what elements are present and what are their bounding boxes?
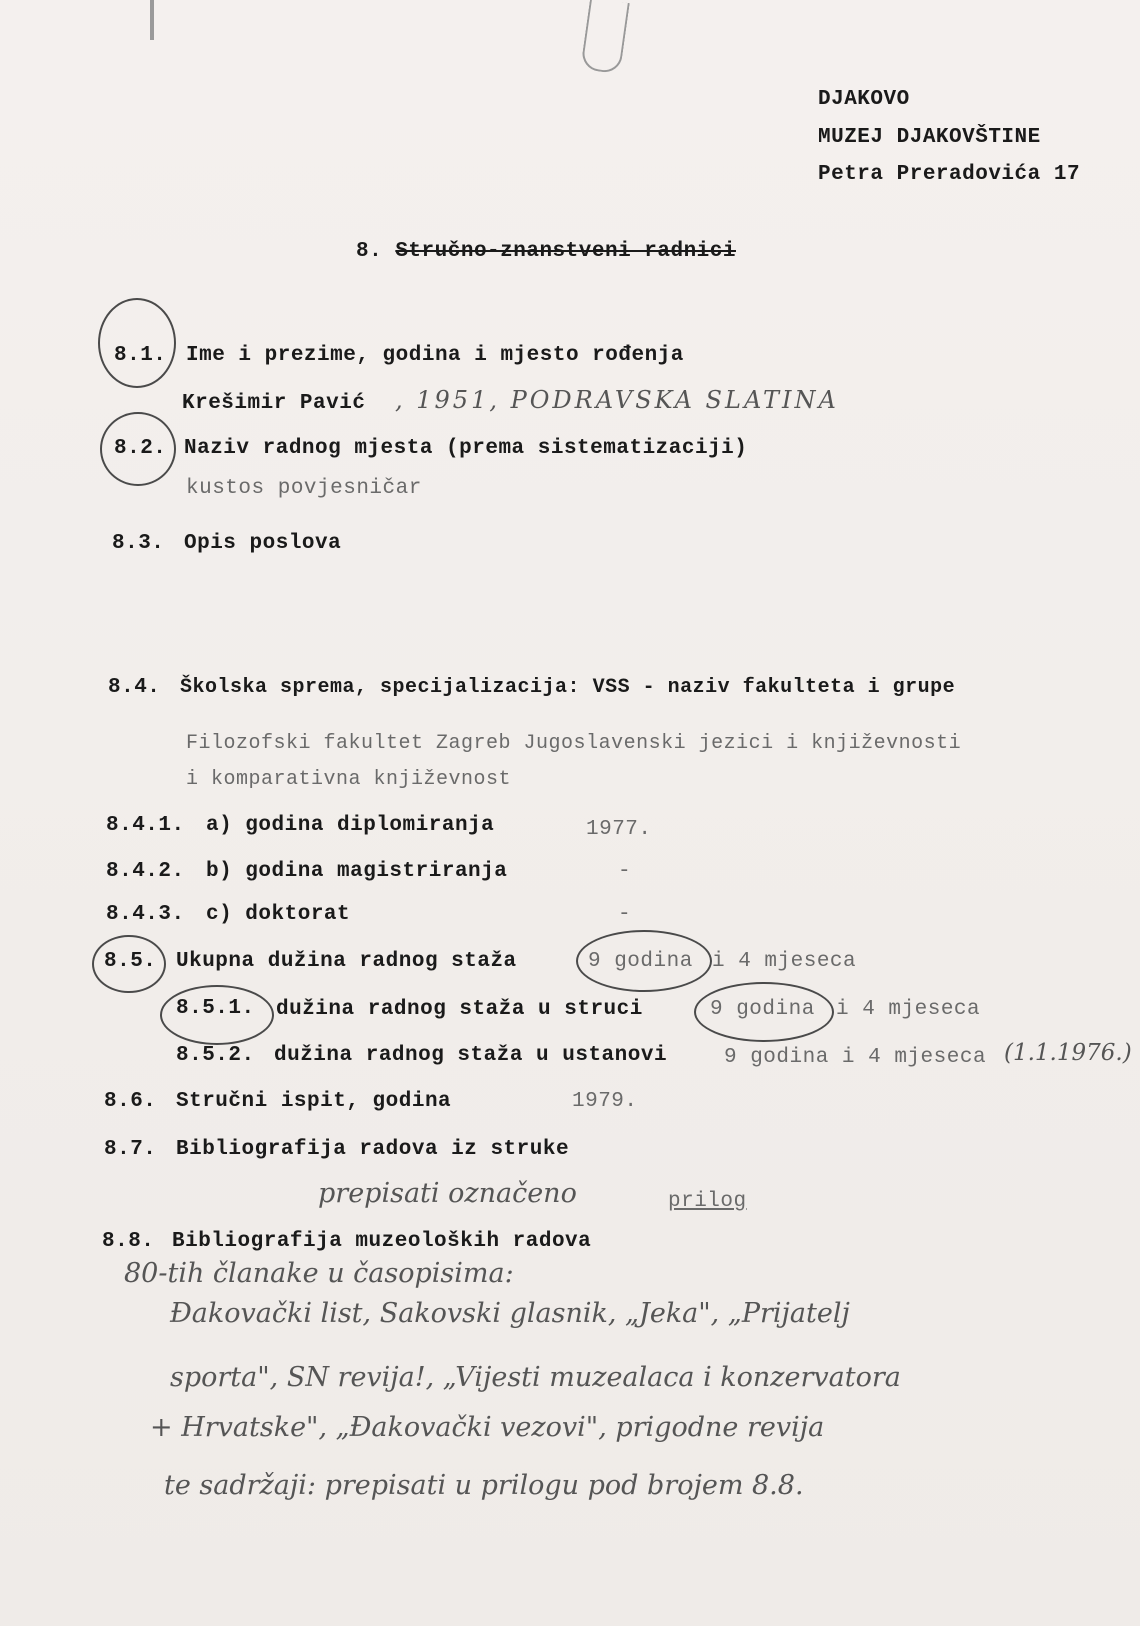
handwritten-note-line-5: te sadržaji: prepisati u prilogu pod brojem 8.8. xyxy=(164,1470,804,1501)
item-8-6-number: 8.6. xyxy=(104,1090,157,1113)
item-8-1-handwritten: , 1951, PODRAVSKA SLATINA xyxy=(395,386,839,414)
item-8-2-value: kustos povjesničar xyxy=(186,477,422,500)
item-8-4-1-label: a) godina diplomiranja xyxy=(206,814,495,837)
item-8-2-label: Naziv radnog mjesta (prema sistematizaciji) xyxy=(184,437,748,460)
item-8-5-1-value-b: i 4 mjeseca xyxy=(836,998,981,1021)
item-8-8-number: 8.8. xyxy=(102,1230,155,1253)
item-8-7-number: 8.7. xyxy=(104,1138,157,1161)
section-title xyxy=(356,240,736,263)
clip-mark-left xyxy=(150,0,154,40)
item-8-5-number: 8.5. xyxy=(104,950,157,973)
handwritten-note-line-1: 80-tih članake u časopisima: xyxy=(124,1258,514,1289)
item-8-4-3-value: - xyxy=(618,903,632,926)
header-city: DJAKOVO xyxy=(818,88,910,111)
item-8-7-attachment: prilog xyxy=(668,1190,747,1213)
item-8-4-1-value: 1977. xyxy=(586,818,652,841)
item-8-7-label: Bibliografija radova iz struke xyxy=(176,1138,570,1161)
item-8-5-1-label: dužina radnog staža u struci xyxy=(276,998,643,1021)
item-8-2-number: 8.2. xyxy=(114,437,167,460)
item-8-1-value: Krešimir Pavić xyxy=(182,392,366,415)
handwritten-note-line-4: + Hrvatske", „Đakovački vezovi", prigodne revija xyxy=(150,1412,825,1443)
item-8-5-2-handwritten: (1.1.1976.) xyxy=(1004,1040,1132,1066)
item-8-5-2-number: 8.5.2. xyxy=(176,1044,255,1067)
item-8-4-2-number: 8.4.2. xyxy=(106,860,185,883)
item-8-5-2-label: dužina radnog staža u ustanovi xyxy=(274,1044,668,1067)
item-8-4-3-label: c) doktorat xyxy=(206,903,351,926)
section-number: 8. xyxy=(356,240,383,263)
item-8-3-number: 8.3. xyxy=(112,532,165,555)
item-8-5-label: Ukupna dužina radnog staža xyxy=(176,950,517,973)
item-8-5-1-value-a: 9 godina xyxy=(710,998,815,1021)
item-8-6-value: 1979. xyxy=(572,1090,638,1113)
item-8-5-1-number: 8.5.1. xyxy=(176,997,255,1020)
item-8-4-value-line2: i komparativna književnost xyxy=(186,768,512,791)
header-address: Petra Preradovića 17 xyxy=(818,163,1081,186)
item-8-4-value-line1: Filozofski fakultet Zagreb Jugoslavenski jezici i književnosti xyxy=(186,732,962,755)
clip-mark-right xyxy=(580,0,630,74)
item-8-4-label: Školska sprema, specijalizacija: VSS - naziv fakulteta i grupe xyxy=(180,676,956,699)
section-title-text: Stručno-znanstveni radnici xyxy=(395,240,736,263)
item-8-5-value-a: 9 godina xyxy=(588,950,693,973)
item-8-4-2-label: b) godina magistriranja xyxy=(206,860,508,883)
item-8-8-label: Bibliografija muzeoloških radova xyxy=(172,1230,592,1253)
item-8-1-label: Ime i prezime, godina i mjesto rođenja xyxy=(186,344,684,367)
item-8-1-number: 8.1. xyxy=(114,344,167,367)
item-8-5-2-value: 9 godina i 4 mjeseca xyxy=(724,1046,987,1069)
item-8-4-1-number: 8.4.1. xyxy=(106,814,185,837)
item-8-3-label: Opis poslova xyxy=(184,532,342,555)
header-institution: MUZEJ DJAKOVŠTINE xyxy=(818,126,1041,149)
item-8-4-number: 8.4. xyxy=(108,676,161,699)
circle-annotation-8-1 xyxy=(98,298,176,388)
item-8-5-value-b: i 4 mjeseca xyxy=(712,950,857,973)
item-8-4-2-value: - xyxy=(618,860,632,883)
handwritten-note-line-3: sporta", SN revija!, „Vijesti muzealaca i konzervatora xyxy=(170,1362,901,1393)
item-8-4-3-number: 8.4.3. xyxy=(106,903,185,926)
item-8-6-label: Stručni ispit, godina xyxy=(176,1090,452,1113)
handwritten-note-line-2: Đakovački list, Sakovski glasnik, „Jeka", „Prijatelj xyxy=(170,1298,850,1329)
item-8-7-handwritten: prepisati označeno xyxy=(318,1178,577,1209)
